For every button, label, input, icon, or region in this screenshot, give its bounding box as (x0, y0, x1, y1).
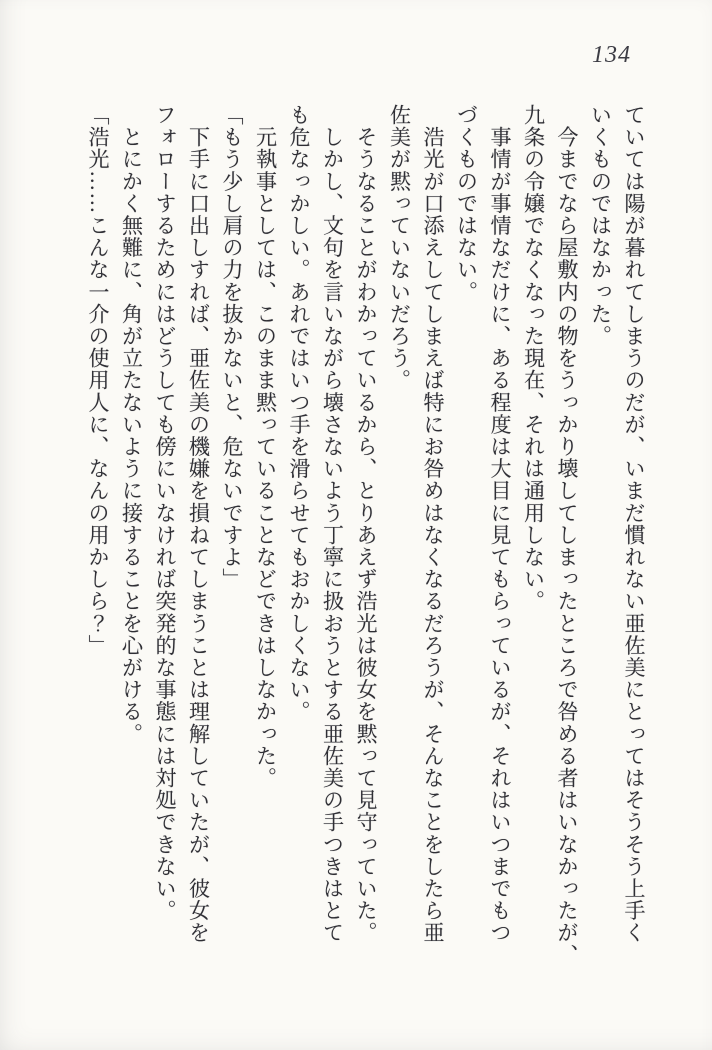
text-line: づくものではない。 (454, 104, 479, 303)
text-line: いくものではなかった。 (588, 104, 613, 348)
page-number: 134 (592, 42, 631, 68)
text-line: ていては陽が暮れてしまうのだが、いまだ慣れない亜佐美にとってはそうそう上手く (622, 104, 646, 944)
text-line: 元執事としては、このまま黙っていることなどできはしなかった。 (253, 104, 278, 790)
text-line: 下手に口出しすれば、亜佐美の機嫌を損ねてしまうことは理解していたが、彼女を (186, 104, 211, 944)
text-line: 「浩光……こんな一介の使用人に、なんの用かしら？」 (86, 104, 110, 657)
text-line: 浩光が口添えしてしまえば特にお咎めはなくなるだろうが、そんなことをしたら亜 (421, 104, 445, 944)
text-line: フォローするためにはどうしても傍にいなければ突発的な事態には対処できない。 (153, 104, 177, 922)
text-line: とにかく無難に、角が立たないように接することを心がける。 (119, 104, 144, 745)
text-line: 今までなら屋敷内の物をうっかり壊してしまったところで咎める者はいなかったが、 (555, 104, 579, 966)
text-line: しかし、文句を言いながら壊さないよう丁寧に扱おうとする亜佐美の手つきはとて (320, 104, 345, 944)
text-line: 事情が事情なだけに、ある程度は大目に見てもらっているが、それはいつまでもつ (488, 104, 512, 944)
text-block (80, 104, 650, 966)
text-line: 九条の令嬢でなくなった現在、それは通用しない。 (521, 104, 546, 613)
text-line: そうなることがわかっているから、とりあえず浩光は彼女を黙って見守っていた。 (354, 104, 378, 944)
text-line: 「もう少し肩の力を抜かないと、危ないですよ」 (220, 104, 244, 591)
text-line: も危なっかしい。あれではいつ手を滑らせてもおかしくない。 (287, 104, 311, 723)
text-line: 佐美が黙っていないだろう。 (387, 104, 412, 392)
